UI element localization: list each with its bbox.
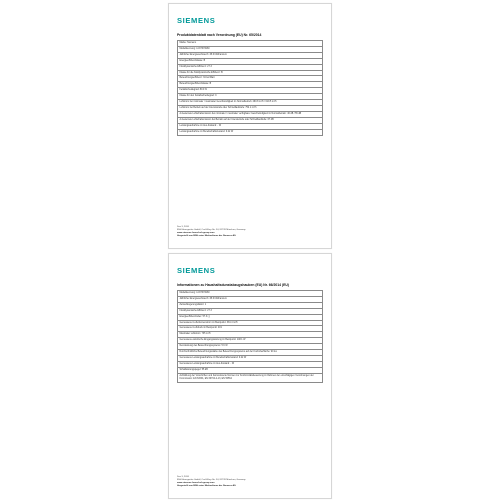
table-row: Modellkennung: LC97FVW60 xyxy=(177,47,323,53)
table-row: Klasse für den Fettabscheidegrad: C xyxy=(177,94,323,100)
siemens-logo: SIEMENS xyxy=(177,16,216,25)
table-row: Beleuchtungseffizienzklasse: B xyxy=(177,82,323,88)
spec-table xyxy=(177,290,323,383)
footer-website: www.siemens-home.bsh-group.com xyxy=(177,481,215,484)
table-row: Schallleistungspegel: 55 dB xyxy=(177,368,323,374)
table-row: Fluiddynamische Effizienz: 27.3 xyxy=(177,309,323,315)
table-row: Fluiddynamische Effizienz: 27.3 xyxy=(177,65,323,71)
footer-date: Dez 3, 2018 xyxy=(177,226,189,228)
table-row: Klasse für die fluiddynamische Effizienz: B xyxy=(177,71,323,77)
table-row: Gemessene elektrische Eingangsleistung im Bestpunkt: 148.1 W xyxy=(177,338,323,344)
table-row: Nennleistung des Beleuchtungssystems: 5.6 W xyxy=(177,344,323,350)
document-footer xyxy=(177,226,323,238)
document-footer xyxy=(177,476,323,488)
table-row: Gemessene Leistungsaufnahme im Aus-Zustand: - W xyxy=(177,362,323,368)
table-row: Energieeffizienzindex: 57.3 (-) xyxy=(177,315,323,321)
table-row: Fettabscheidegrad: 80.0 % xyxy=(177,88,323,94)
table-row: Jährlicher Energieverbrauch: 38.6 kWh/annum xyxy=(177,297,323,303)
footer-license-note: Hergestellt von BSH unter Markenlizenz der Siemens AG xyxy=(177,234,236,237)
table-row: Leistungsaufnahme im Bereitschaftszustand: 0.22 W xyxy=(177,130,323,136)
table-row: Luftstrom bei minimaler / maximaler Geschwindigkeit im Normalbetrieb: 260.8 m³/h / 619.5 m³/h xyxy=(177,100,323,106)
table-row: Modellkennung: LC97FVW60 xyxy=(177,291,323,297)
footer-address: BSH Hausgeräte GmbH, Carl-Wery-Str. 34, 81739 München, Germany xyxy=(177,228,246,231)
document-title: Produktdatenblatt nach Verordnung (EU) Nr. 65/2014 xyxy=(177,33,262,37)
table-row: A-bewertete Luftschallemission bei Betrieb auf der Intensivstufe oder Schnelllaufstufe: 67 dB xyxy=(177,118,323,124)
table-row: Zeitverlängerungsfaktor: 1 xyxy=(177,303,323,309)
table-row: Gemessener Luftvolumenstrom im Bestpunkt: 334.4 m³/h xyxy=(177,321,323,327)
datasheet-page-2 xyxy=(168,253,332,499)
table-row: Energieeffizienzklasse: B xyxy=(177,59,323,65)
siemens-logo: SIEMENS xyxy=(177,266,216,275)
table-row: Jährlicher Energieverbrauch: 38.6 kWh/annum xyxy=(177,53,323,59)
table-row: Gemessene Leistungsaufnahme im Bereitschaftszustand: 0.22 W xyxy=(177,356,323,362)
table-row: Marke: Siemens xyxy=(177,41,323,47)
table-row: Aufzählung der Vorschriften und harmonisierte Normen zur Konformitätsbewertung im Rahmen der einschlägigen Verordnungen der Kommission: EN 61591, EN 60704-2-13, EN 50564 xyxy=(177,374,323,383)
datasheet-page-1 xyxy=(168,3,332,249)
table-row: Leistungsaufnahme im Aus-Zustand: - W xyxy=(177,124,323,130)
footer-address: BSH Hausgeräte GmbH, Carl-Wery-Str. 34, 81739 München, Germany xyxy=(177,478,246,481)
table-row: A-bewertete Luftschallemission bei minimaler / maximaler verfügbarer Geschwindigkeit im Normalbetrieb: 46 dB / 55 dB xyxy=(177,112,323,118)
spec-table xyxy=(177,40,323,136)
document-title: Informationen zu Haushaltsdunstabzugshauben (EU) Nr. 66/2014 (EU) xyxy=(177,283,289,287)
footer-website: www.siemens-home.bsh-group.com xyxy=(177,231,215,234)
table-row: Luftstrom bei Betrieb auf der Intensivstufe oder Schnelllaufstufe: 752.1 m³/h xyxy=(177,106,323,112)
table-row: Gemessener Luftdruck im Bestpunkt: 419 xyxy=(177,326,323,332)
table-row: Durchschnittliche Beleuchtungsstärke des Beleuchtungssystems auf der Kochoberfläche: 90 lux xyxy=(177,350,323,356)
footer-date: Dez 3, 2018 xyxy=(177,476,189,478)
footer-license-note: Hergestellt von BSH unter Markenlizenz der Siemens AG xyxy=(177,484,236,487)
table-row: Beleuchtungseffizienz: 34 lux/Watt xyxy=(177,76,323,82)
table-row: Maximaler Luftstrom: 735 m³/h xyxy=(177,332,323,338)
